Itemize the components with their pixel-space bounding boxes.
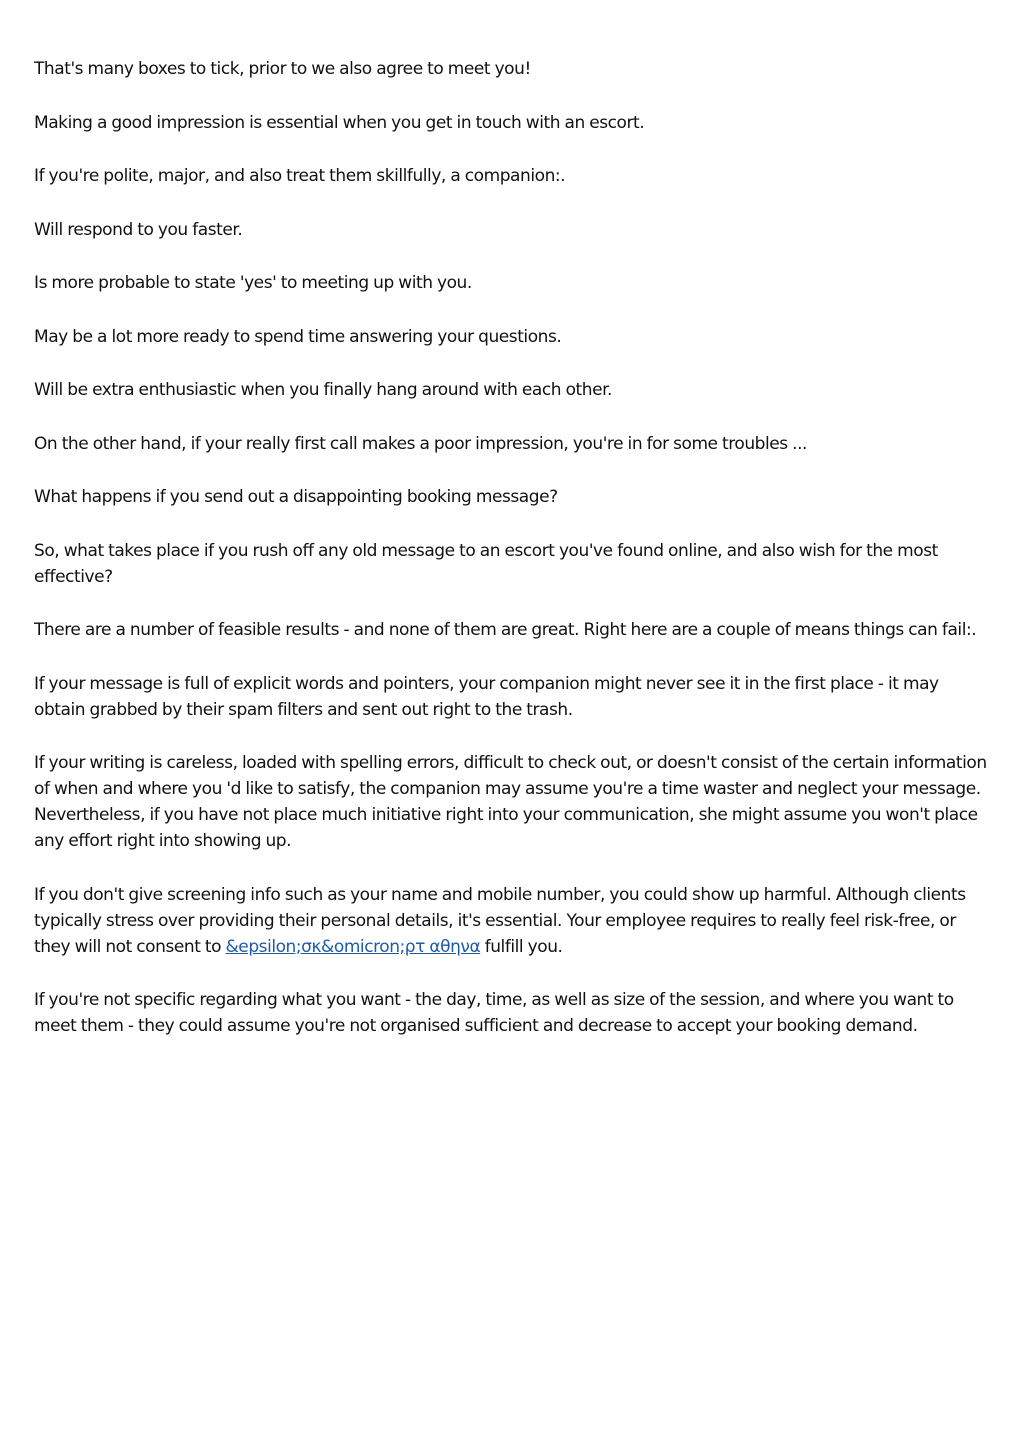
paragraph: What happens if you send out a disappointing booking message? <box>34 487 558 507</box>
paragraph: May be a lot more ready to spend time answering your questions. <box>34 326 562 347</box>
document-body <box>34 56 992 1067</box>
paragraph: So, what takes place if you rush off any old message to an escort you've found online, and also wish for the most effective? <box>34 540 938 587</box>
paragraph: On the other hand, if your really first call makes a poor impression, you're in for some troubles ... <box>34 433 808 454</box>
screening-paragraph <box>34 882 992 960</box>
final-paragraph: If you're not specific regarding what you want - the day, time, as well as size of the session, and where you want to meet them - they could assume you're not organised sufficient and decrease to accept your booking demand. <box>34 990 954 1036</box>
escort-athens-link[interactable]: &epsilon;σκ&omicron;ρτ αθηνα <box>225 936 481 957</box>
screening-text-before-link: If you don't give screening info such as your name and mobile number, you could show up harmful. Although clients typically stress over providing their personal details, it's essential. Your employee requires to really feel risk-free, or they will not consent to <box>34 884 966 957</box>
paragraph: If you're polite, major, and also treat them skillfully, a companion:. <box>34 166 566 186</box>
paragraph: If your message is full of explicit words and pointers, your companion might never see it in the first place - it may obtain grabbed by their spam filters and sent out right to the trash. <box>34 673 939 720</box>
paragraph: There are a number of feasible results - and none of them are great. Right here are a couple of means things can fail:. <box>34 620 977 640</box>
paragraph: If your writing is careless, loaded with spelling errors, difficult to check out, or doesn't consist of the certain information of when and where you 'd like to satisfy, the companion may assume you're a time waster and neglect your message. Nevertheless, if you have not place much initiative right into your communication, she might assume you won't place any effort right into showing up. <box>34 753 987 851</box>
paragraph: That's many boxes to tick, prior to we also agree to meet you! <box>34 59 531 79</box>
paragraph: Is more probable to state 'yes' to meeting up with you. <box>34 273 472 293</box>
screening-text-after-link: fulfill you. <box>480 936 563 957</box>
paragraph: Will respond to you faster. <box>34 219 243 240</box>
paragraph: Will be extra enthusiastic when you finally hang around with each other. <box>34 380 613 400</box>
paragraph: Making a good impression is essential when you get in touch with an escort. <box>34 112 645 133</box>
